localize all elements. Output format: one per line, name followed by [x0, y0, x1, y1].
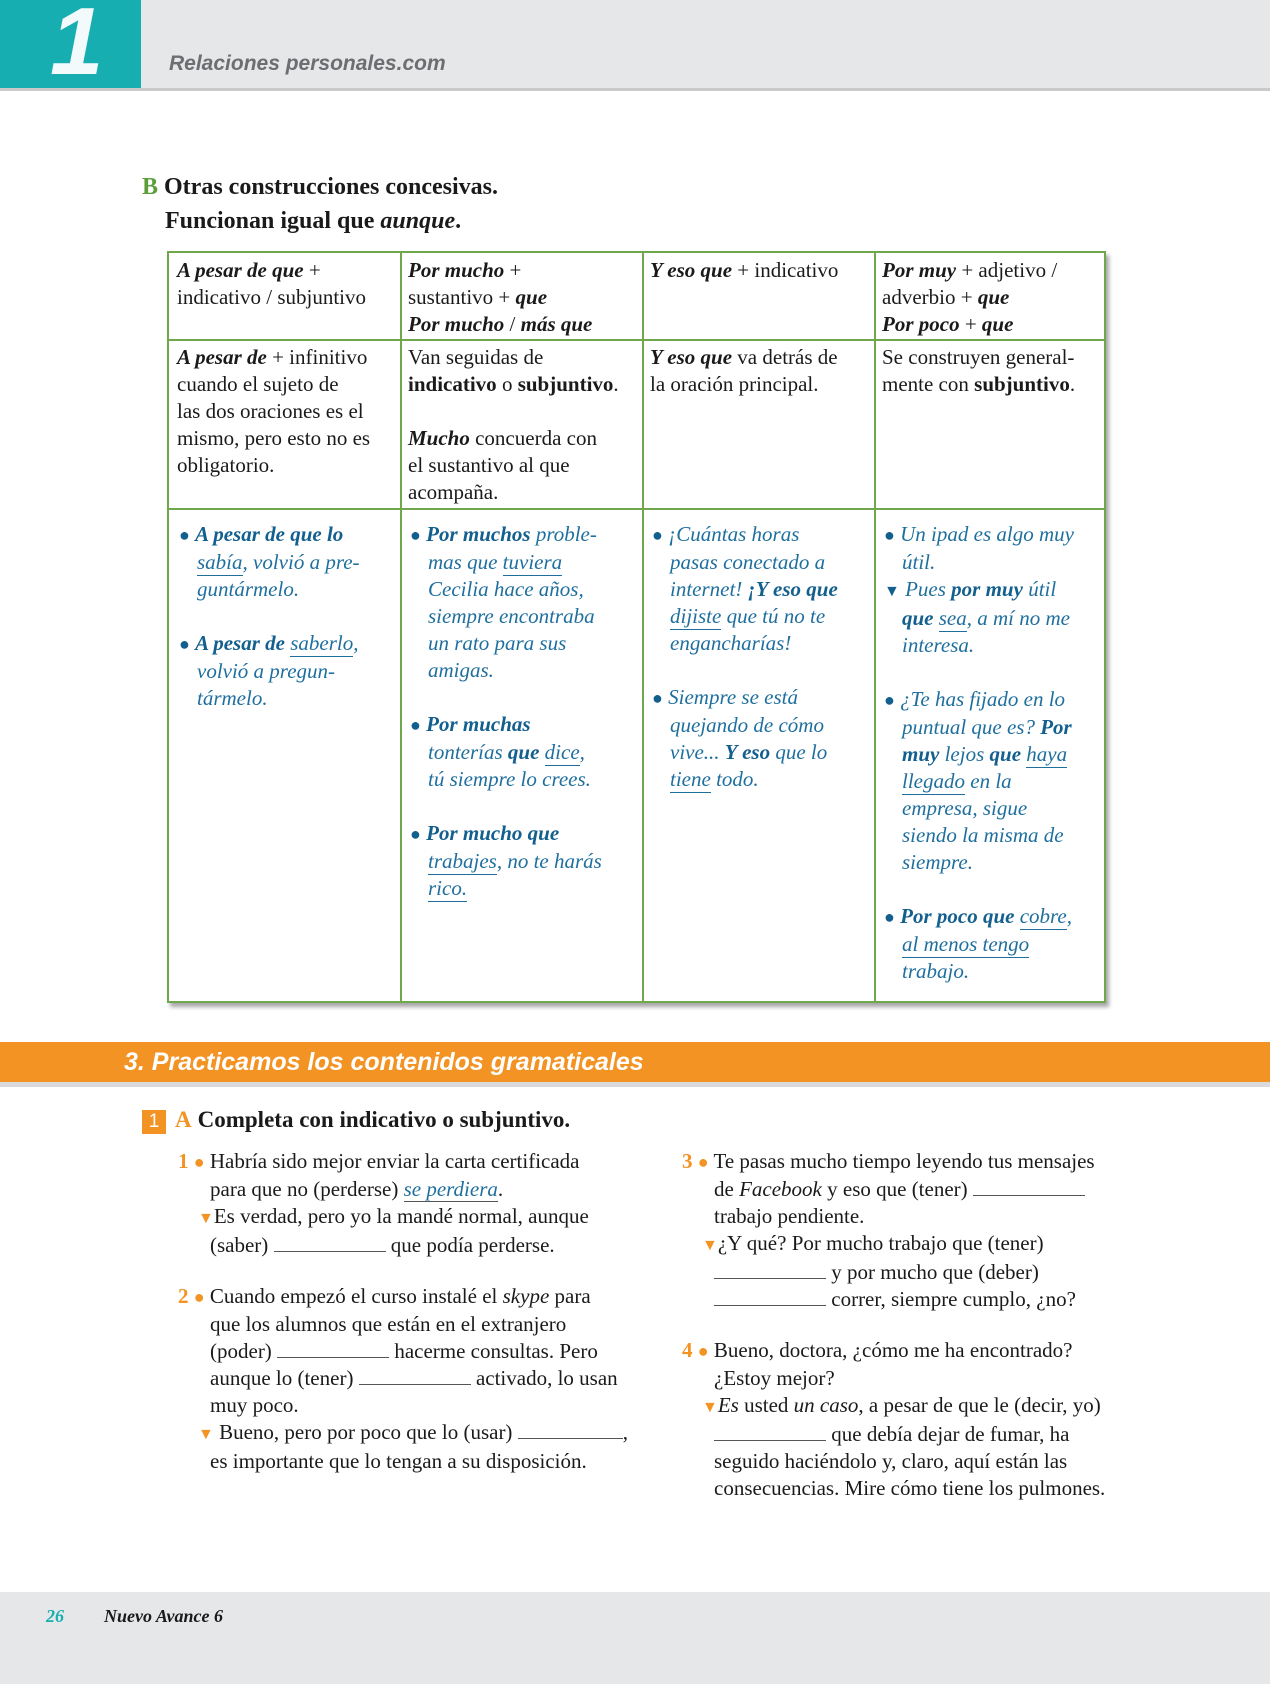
triangle-icon: ▼ [198, 1210, 214, 1227]
bullet-icon: ● [652, 525, 663, 545]
answer-blank[interactable] [714, 1260, 826, 1279]
answer-blank[interactable] [518, 1420, 623, 1439]
unit-title: Relaciones personales.com [169, 52, 446, 75]
answer-blank[interactable] [274, 1233, 386, 1252]
section-letter: B [142, 174, 159, 200]
bullet-icon: ● [410, 824, 421, 844]
table-row-divider [169, 339, 1104, 341]
bullet-icon: ● [410, 525, 421, 545]
table-desc-cell: A pesar de + infinitivo cuando el sujeto de las dos oraciones es el mismo, pero esto no es obligatorio. [177, 345, 371, 477]
page-header [0, 0, 1270, 91]
dot-icon: ● [193, 1152, 205, 1172]
bullet-icon: ● [652, 688, 663, 708]
exercise-instruction-text: Completa con indicativo o subjuntivo. [197, 1107, 571, 1132]
exercise-item: 4 ● Bueno, doctora, ¿cómo me ha encontrado? ¿Estoy mejor? ▼Es usted un caso, a pesar de que le (decir, yo) que debía dejar de fumar, ha seguido haciéndolo y, claro, aquí están las consecuencias. Mire cómo tiene los pulmones. [682, 1338, 1106, 1500]
table-example-cell: ● A pesar de que lo sabía, volvió a pre- guntármelo. ● A pesar de saberlo, volvió a pregun- tármelo. [179, 522, 360, 710]
bullet-icon: ● [884, 907, 895, 927]
bullet-icon: ● [884, 690, 895, 710]
book-title: Nuevo Avance 6 [104, 1606, 223, 1626]
table-row-divider [169, 508, 1104, 510]
answer-blank[interactable]: se perdiera [403, 1177, 498, 1201]
bullet-icon: ● [179, 634, 190, 654]
page-number: 26 [46, 1606, 64, 1626]
answer-blank[interactable] [714, 1422, 826, 1441]
bullet-icon: ● [410, 715, 421, 735]
dot-icon: ● [193, 1287, 205, 1307]
dot-icon: ● [697, 1341, 709, 1361]
table-header-cell: Por mucho + sustantivo + que Por mucho / más que [408, 258, 593, 336]
exercise-item: 1 ● Habría sido mejor enviar la carta certificada para que no (perderse) se perdiera. ▼Es verdad, pero yo la mandé normal, aunque (saber) que podía perderse. [178, 1149, 589, 1257]
table-example-cell: ● ¡Cuántas horas pasas conectado a internet! ¡Y eso que dijiste que tú no te engancharías! ● Siempre se está quejando de cómo vive... Y eso que lo tiene todo. [652, 522, 838, 791]
unit-badge [0, 0, 141, 88]
exercise-item: 2 ● Cuando empezó el curso instalé el skype para que los alumnos que están en el extranjero (poder) hacerme consultas. Pero aunque lo (tener) activado, lo usan muy poco. ▼ Bueno, pero por poco que lo (usar) , es importante que lo tengan a su disposición. [178, 1284, 628, 1473]
section-b-heading [142, 170, 498, 238]
triangle-icon: ▼ [198, 1426, 214, 1443]
triangle-icon: ▼ [884, 583, 900, 600]
section-subtitle-em: aunque [380, 208, 456, 234]
table-desc-cell: Y eso que va detrás de la oración principal. [650, 345, 838, 396]
answer-blank[interactable] [359, 1366, 471, 1385]
table-example-cell: ● Un ipad es algo muy útil. ▼ Pues por muy útil que sea, a mí no me interesa. ● ¿Te has fijado en lo puntual que es? Por muy lejos que haya llegado en la empresa, sigue siendo la misma de siempre. ● Por poco que cobre, al menos tengo trabajo. [884, 522, 1074, 983]
answer-blank[interactable] [714, 1287, 826, 1306]
exercise-letter: A [175, 1107, 192, 1132]
table-header-cell: A pesar de que + indicativo / subjuntivo [177, 258, 366, 309]
section-3-title: 3. Practicamos los contenidos gramaticales [124, 1048, 644, 1076]
exercise-instruction [175, 1107, 570, 1133]
triangle-icon: ▼ [702, 1237, 718, 1254]
answer-blank[interactable] [973, 1177, 1085, 1196]
bullet-icon: ● [179, 525, 190, 545]
unit-number: 1 [50, 0, 104, 88]
section-title: Otras construcciones concesivas. [164, 174, 498, 200]
table-example-cell: ● Por muchos proble- mas que tuviera Cecilia hace años, siempre encontraba un rato para sus amigas. ● Por muchas tonterías que dice, tú siempre lo crees. ● Por mucho que trabajes, no te harás rico. [410, 522, 602, 900]
section-subtitle-end: . [455, 208, 462, 234]
answer-blank[interactable] [277, 1339, 389, 1358]
exercise-number-badge: 1 [142, 1110, 166, 1134]
triangle-icon: ▼ [702, 1399, 718, 1416]
table-header-cell: Por muy + adjetivo / adverbio + que Por poco + que [882, 258, 1058, 336]
section-3-bar-shadow [0, 1082, 1270, 1087]
table-desc-cell: Van seguidas de indicativo o subjuntivo. Mucho concuerda con el sustantivo al que acompaña. [408, 345, 619, 504]
section-subtitle: Funcionan igual que [165, 208, 381, 234]
table-desc-cell: Se construyen general- mente con subjuntivo. [882, 345, 1076, 396]
concessive-table [167, 251, 1106, 1003]
bullet-icon: ● [884, 525, 895, 545]
dot-icon: ● [697, 1152, 709, 1172]
table-header-cell: Y eso que + indicativo [650, 258, 839, 282]
exercise-item: 3 ● Te pasas mucho tiempo leyendo tus mensajes de Facebook y eso que (tener) trabajo pendiente. ▼¿Y qué? Por mucho trabajo que (tener) y por mucho que (deber) correr, siempre cumplo, ¿no? [682, 1149, 1095, 1311]
